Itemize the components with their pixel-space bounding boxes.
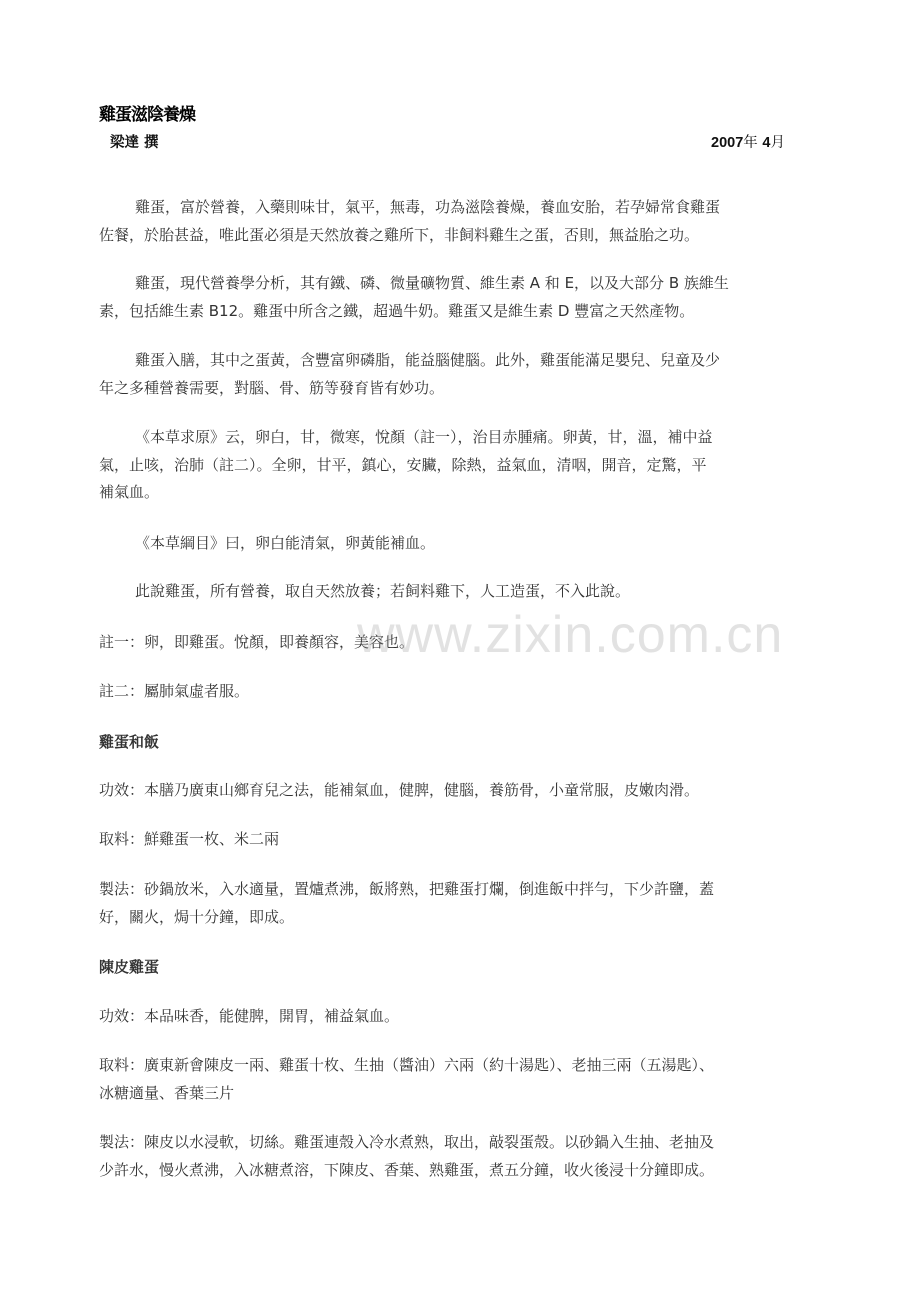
paragraph-line: 佐餐，於胎甚益，唯此蛋必須是天然放養之雞所下，非飼料雞生之蛋，否則，無益胎之功。 bbox=[99, 225, 700, 244]
watermark: www.zixin.com.cn bbox=[357, 606, 784, 664]
paragraph-modern-analysis bbox=[99, 270, 839, 325]
author-byline: 梁達 撰 bbox=[110, 135, 159, 151]
recipe-title-egg-rice: 雞蛋和飯 bbox=[99, 733, 160, 751]
paragraph-line: 年之多種營養需要，對腦、骨、筋等發育皆有妙功。 bbox=[99, 378, 445, 397]
paragraph-nutrition-intro bbox=[99, 194, 839, 249]
paragraph-line: 此說雞蛋，所有營養，取自天然放養；若飼料雞下，人工造蛋，不入此說。 bbox=[135, 582, 631, 600]
paragraph-line: 補氣血。 bbox=[99, 483, 160, 501]
publication-date bbox=[711, 131, 785, 152]
paragraph-free-range-note bbox=[99, 578, 839, 606]
paragraph-line: 素，包括維生素 B12。雞蛋中所含之鐵，超過牛奶。雞蛋又是維生素 D 豐富之天然產物。 bbox=[99, 301, 695, 320]
date-month: 4 bbox=[762, 135, 771, 151]
paragraph-line: 雞蛋，富於營養，入藥則味甘，氣平，無毒，功為滋陰養燥，養血安胎，若孕婦常食雞蛋 bbox=[135, 198, 721, 216]
recipe-ingredients bbox=[99, 1052, 839, 1107]
footnote-2: 註二：屬肺氣虛者服。 bbox=[99, 682, 250, 700]
recipe-method bbox=[99, 876, 839, 931]
paragraph-line: 製法：砂鍋放米，入水適量，置爐煮沸，飯將熟，把雞蛋打爛，倒進飯中拌勻，下少許鹽，蓋 bbox=[99, 880, 715, 898]
recipe-title-tangerine-peel-egg: 陳皮雞蛋 bbox=[99, 958, 160, 976]
paragraph-bencao-qiuyuan bbox=[99, 424, 839, 507]
footnote-1: 註一：卵，即雞蛋。悅顏，即養顏容，美容也。 bbox=[99, 633, 415, 651]
recipe-method bbox=[99, 1129, 839, 1184]
paragraph-line: 《本草求原》云，卵白，甘，微寒，悅顏（註一），治目赤腫痛。卵黃，甘，溫，補中益 bbox=[135, 428, 713, 446]
paragraph-line: 好，關火，焗十分鐘，即成。 bbox=[99, 907, 295, 926]
date-month-unit: 月 bbox=[770, 135, 785, 151]
recipe-effect: 功效：本膳乃廣東山鄉育兒之法，能補氣血，健脾，健腦，養筋骨，小童常服，皮嫩肉滑。 bbox=[99, 781, 700, 799]
paragraph-line: 雞蛋入膳，其中之蛋黃，含豐富卵磷脂，能益腦健腦。此外，雞蛋能滿足嬰兒、兒童及少 bbox=[135, 351, 721, 369]
paragraph-line: 冰糖適量、香葉三片 bbox=[99, 1083, 235, 1102]
date-year-unit: 年 bbox=[743, 135, 758, 151]
paragraph-line: 雞蛋，現代營養學分析，其有鐵、磷、微量礦物質、維生素 A 和 E，以及大部分 B 族維生 bbox=[135, 274, 729, 292]
recipe-effect: 功效：本品味香，能健脾，開胃，補益氣血。 bbox=[99, 1007, 400, 1025]
paragraph-yolk-benefits bbox=[99, 347, 839, 402]
paragraph-line: 《本草綱目》曰，卵白能清氣，卵黃能補血。 bbox=[135, 534, 436, 552]
date-year: 2007 bbox=[711, 135, 744, 151]
document-title: 雞蛋滋陰養燥 bbox=[99, 105, 195, 125]
recipe-ingredients: 取料：鮮雞蛋一枚、米二兩 bbox=[99, 830, 280, 848]
paragraph-bencao-gangmu bbox=[99, 530, 839, 558]
paragraph-line: 少許水，慢火煮沸，入冰糖煮溶，下陳皮、香葉、熟雞蛋，煮五分鐘，收火後浸十分鐘即成。 bbox=[99, 1160, 715, 1179]
paragraph-line: 製法：陳皮以水浸軟，切絲。雞蛋連殼入冷水煮熟，取出，敲裂蛋殼。以砂鍋入生抽、老抽及 bbox=[99, 1133, 715, 1151]
paragraph-line: 取料：廣東新會陳皮一兩、雞蛋十枚、生抽（醬油）六兩（約十湯匙）、老抽三兩（五湯匙）、 bbox=[99, 1056, 715, 1074]
paragraph-line: 氣，止咳，治肺（註二）。全卵，甘平，鎮心，安臟，除熱，益氣血，清咽，開音，定驚，平 bbox=[99, 455, 707, 474]
